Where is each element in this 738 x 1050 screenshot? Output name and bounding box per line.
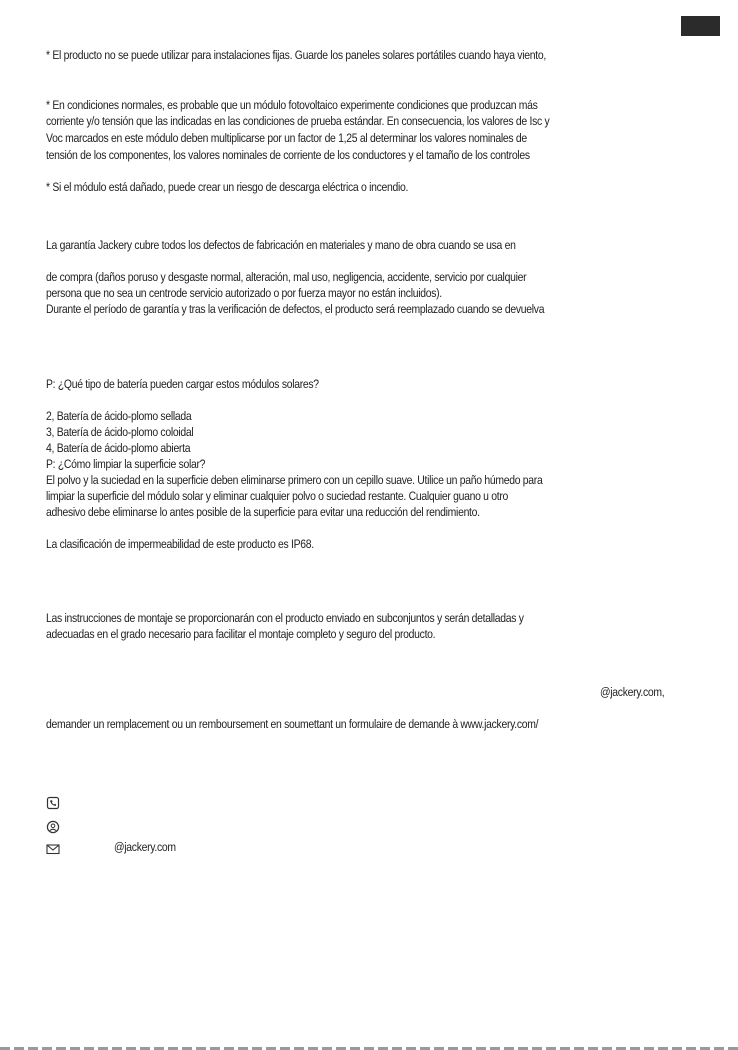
warranty-coverage: La garantía Jackery cubre todos los defectos de fabricación en materiales y mano de obra cuando se usa en [46,238,516,252]
warranty-line: Durante el período de garantía y tras la verificación de defectos, el producto será reemplazado cuando se devuelva [46,302,545,316]
contact-email-text: @jackery.com [114,840,176,854]
replacement-request-line: demander un remplacement ou un remboursement en soumettant un formulaire de demande à www.jackery.com/ [46,717,539,731]
faq-answer-item: 4, Batería de ácido-plomo abierta [46,441,191,455]
support-person-icon [46,820,60,834]
contact-email-fragment: @jackery.com, [600,685,665,699]
safety-note-line: Voc marcados en este módulo deben multiplicarse por un factor de 1,25 al determinar los valores nominales de [46,131,527,145]
language-tab [681,16,720,36]
mail-icon [46,842,60,856]
assembly-line: Las instrucciones de montaje se proporcionarán con el producto enviado en subconjuntos y serán detalladas y [46,611,524,625]
safety-note-line: corriente y/o tensión que las indicadas en las condiciones de prueba estándar. En consecuencia, los valores de Isc y [46,114,550,128]
safety-note-fixed-installation: * El producto no se puede utilizar para instalaciones fijas. Guarde los paneles solares portátiles cuando haya viento, [46,48,546,62]
safety-note-damage: * Si el módulo está dañado, puede crear un riesgo de descarga eléctrica o incendio. [46,180,409,194]
faq-question-cleaning: P: ¿Cómo limpiar la superficie solar? [46,457,206,471]
safety-note-line: * En condiciones normales, es probable que un módulo fotovoltaico experimente condiciones que produzcan más [46,98,538,112]
waterproof-rating: La clasificación de impermeabilidad de este producto es IP68. [46,537,314,551]
faq-answer-line: limpiar la superficie del módulo solar y eliminar cualquier polvo o suciedad restante. Cualquier guano u otro [46,489,509,503]
faq-answer-item: 2, Batería de ácido-plomo sellada [46,409,192,423]
faq-answer-item: 3, Batería de ácido-plomo coloidal [46,425,194,439]
faq-question-battery: P: ¿Qué tipo de batería pueden cargar estos módulos solares? [46,377,319,391]
phone-icon [46,796,60,810]
faq-answer-line: adhesivo debe eliminarse lo antes posible de la superficie para evitar una reducción del rendimiento. [46,505,480,519]
faq-answer-line: El polvo y la suciedad en la superficie deben eliminarse primero con un cepillo suave. Utilice un paño húmedo para [46,473,543,487]
assembly-line: adecuadas en el grado necesario para facilitar el montaje completo y seguro del producto. [46,627,436,641]
warranty-line: de compra (daños poruso y desgaste normal, alteración, mal uso, negligencia, accidente, servicio por cualquier [46,270,527,284]
safety-note-line: tensión de los componentes, los valores nominales de corriente de los conductores y el tamaño de los controles [46,148,530,162]
warranty-line: persona que no sea un centrode servicio autorizado o por fuerza mayor no están incluidos). [46,286,442,300]
